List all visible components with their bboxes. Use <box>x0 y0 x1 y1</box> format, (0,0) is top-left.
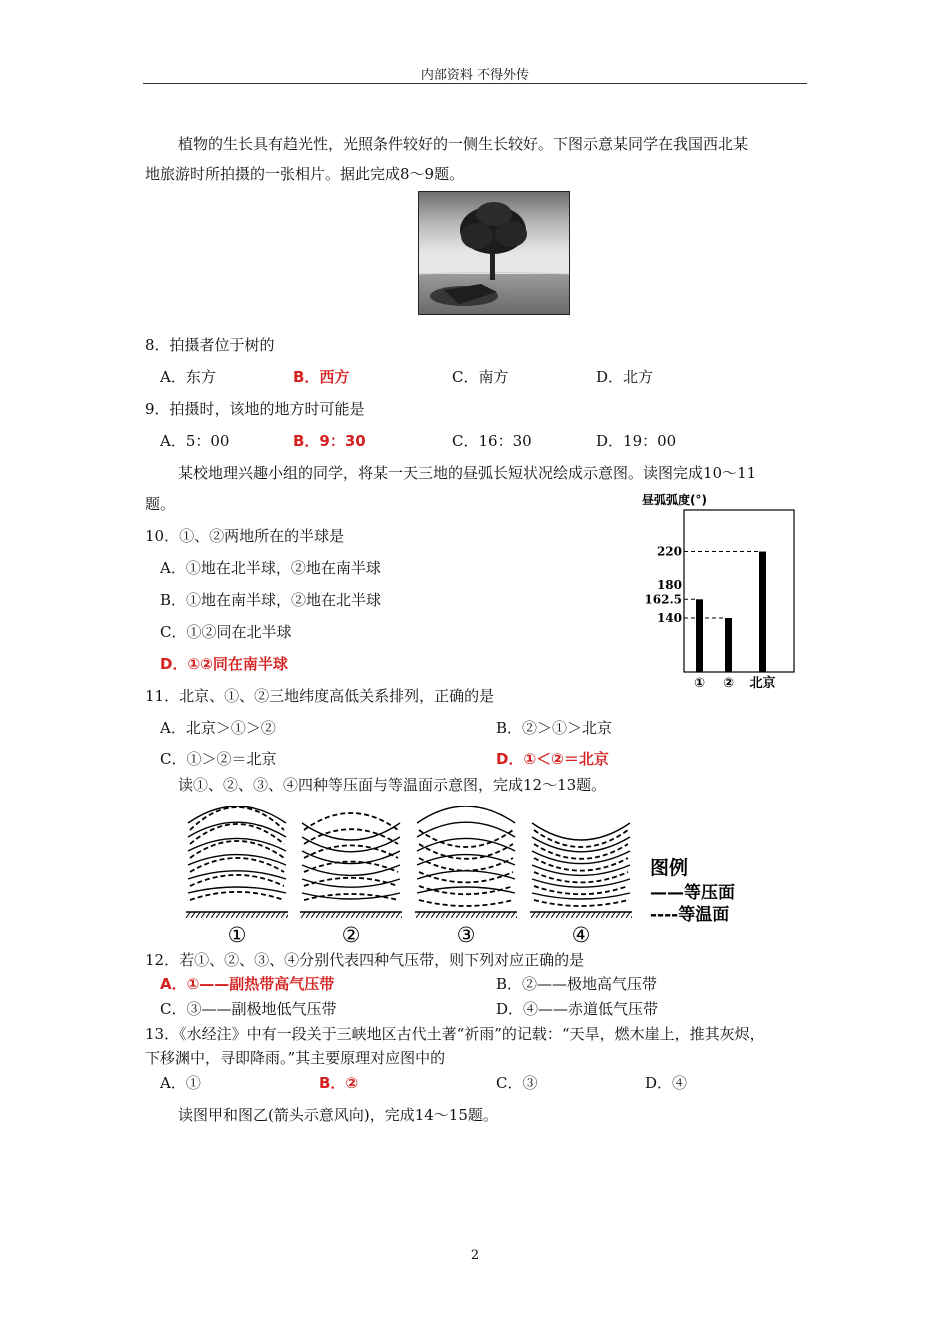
header-divider <box>143 83 807 84</box>
isobar-line <box>188 855 286 865</box>
isobar-panel <box>530 823 632 947</box>
isotherm-line <box>419 872 513 882</box>
chart-bar <box>725 618 732 672</box>
tree-photo <box>418 191 570 315</box>
ground-hatch <box>530 912 632 918</box>
panel-label: ② <box>341 923 361 947</box>
chart-tick-label: 162.5 <box>644 592 682 607</box>
isobar-line <box>417 838 515 851</box>
intro-10-11-line1: 某校地理兴趣小组的同学，将某一天三地的昼弧长短状况绘成示意图。读图完成10～11 <box>178 464 757 482</box>
q11-option-a: A．北京＞①＞② <box>160 719 276 737</box>
q10-option-a: A．①地在北半球，②地在南半球 <box>160 559 381 577</box>
isobar-line <box>417 822 515 837</box>
isobar-panel <box>415 806 517 947</box>
isotherm-line <box>190 807 284 830</box>
chart-tick-label: 220 <box>656 544 682 559</box>
intro-14-15: 读图甲和图乙(箭头示意风向)，完成14～15题。 <box>178 1106 498 1124</box>
isobar-line <box>417 806 515 823</box>
q10-option-c: C．①②同在北半球 <box>160 623 292 641</box>
question-9-stem: 9．拍摄时，该地的地方时可能是 <box>145 400 365 418</box>
chart-category-label: ② <box>722 676 735 691</box>
intro-10-11-line2: 题。 <box>145 495 176 513</box>
chart-y-axis-title: 昼弧弧度(°) <box>642 493 707 507</box>
intro-8-9-line1: 植物的生长具有趋光性，光照条件较好的一侧生长较好。下图示意某同学在我国西北某 <box>178 135 749 153</box>
chart-category-label: 北京 <box>749 676 776 691</box>
ground-hatch <box>186 912 288 918</box>
isotherm-line <box>304 878 398 886</box>
intro-8-9-line2: 地旅游时所拍摄的一张相片。据此完成8～9题。 <box>145 165 465 183</box>
question-12-stem: 12．若①、②、③、④分别代表四种气压带，则下列对应正确的是 <box>145 951 585 969</box>
isobar-line <box>302 837 400 852</box>
panel-label: ③ <box>456 923 476 947</box>
chart-bar <box>759 552 766 672</box>
q12-option-c: C．③——副极地低气压带 <box>160 1000 337 1018</box>
question-13-stem-line1: 13．《水经注》中有一段关于三峡地区古代土著“祈雨”的记载：“天旱，燃木崖上，推其灰烬， <box>145 1025 765 1043</box>
q12-option-d: D．④——赤道低气压带 <box>496 1000 659 1018</box>
isotherm-line <box>304 829 398 844</box>
chart-tick-label: 180 <box>656 577 682 592</box>
ground-hatch <box>300 912 402 918</box>
q11-option-c: C．①＞②＝北京 <box>160 750 277 768</box>
q12-option-b: B．②——极地高气压带 <box>496 975 658 993</box>
isotherm-line <box>304 813 398 830</box>
chart-category-label: ① <box>693 676 706 691</box>
q10-option-d-answer: D．①②同在南半球 <box>160 655 288 673</box>
isobar-panel <box>300 813 402 947</box>
panel-label: ① <box>227 923 247 947</box>
isotherm-line <box>419 900 513 906</box>
q13-option-d: D．④ <box>645 1074 688 1092</box>
panel-label: ④ <box>571 923 591 947</box>
question-8-stem: 8．拍摄者位于树的 <box>145 336 275 354</box>
q13-option-b-answer: B．② <box>319 1074 359 1092</box>
isotherm-line <box>190 875 284 886</box>
isobar-line <box>188 806 286 823</box>
isotherm-line <box>534 872 628 882</box>
q9-option-c: C．16：30 <box>452 432 532 450</box>
legend-solid-isobar: ——等压面 <box>650 883 735 903</box>
q11-option-b: B．②＞①＞北京 <box>496 719 613 737</box>
q8-option-d: D．北方 <box>596 368 654 386</box>
q9-option-b-answer: B．9：30 <box>293 432 366 450</box>
chart-tick-label: 140 <box>656 611 682 625</box>
page-number: 2 <box>470 1248 480 1263</box>
q12-option-a-answer: A．①——副热带高气压带 <box>160 975 335 993</box>
isobar-line <box>188 887 286 893</box>
day-arc-bar-chart <box>640 488 800 693</box>
isobar-line <box>532 893 630 899</box>
q8-option-a: A．东方 <box>160 368 216 386</box>
question-10-stem: 10．①、②两地所在的半球是 <box>145 527 345 545</box>
ground-hatch <box>415 912 517 918</box>
isobar-line <box>532 851 630 864</box>
isotherm-line <box>190 892 284 900</box>
q8-option-c: C．南方 <box>452 368 509 386</box>
isobar-line <box>532 823 630 840</box>
q8-option-b-answer: B．西方 <box>293 368 350 386</box>
q13-option-a: A．① <box>160 1074 201 1092</box>
isobar-line <box>302 879 400 887</box>
q11-option-d-answer: D．①＜②＝北京 <box>496 750 609 768</box>
isotherm-line <box>190 858 284 872</box>
q9-option-d: D．19：00 <box>596 432 677 450</box>
q13-option-c: C．③ <box>496 1074 538 1092</box>
isobar-isotherm-diagram <box>186 806 756 948</box>
legend-title: 图例 <box>650 857 689 879</box>
isobar-line <box>302 823 400 840</box>
question-13-stem-line2: 下移渊中，寻即降雨。”其主要原理对应图中的 <box>145 1049 446 1067</box>
intro-12-13: 读①、②、③、④四种等压面与等温面示意图，完成12～13题。 <box>178 776 607 794</box>
isobar-line <box>532 837 630 852</box>
q9-option-a: A．5：00 <box>160 432 230 450</box>
q10-option-b: B．①地在南半球，②地在北半球 <box>160 591 382 609</box>
chart-bar <box>696 599 703 672</box>
isotherm-line <box>534 900 628 906</box>
page-header: 内部资料 不得外传 <box>420 68 530 83</box>
question-11-stem: 11．北京、①、②三地纬度高低关系排列，正确的是 <box>145 687 495 705</box>
legend-dashed-isotherm: ----等温面 <box>650 905 730 925</box>
isobar-panel <box>186 806 288 947</box>
